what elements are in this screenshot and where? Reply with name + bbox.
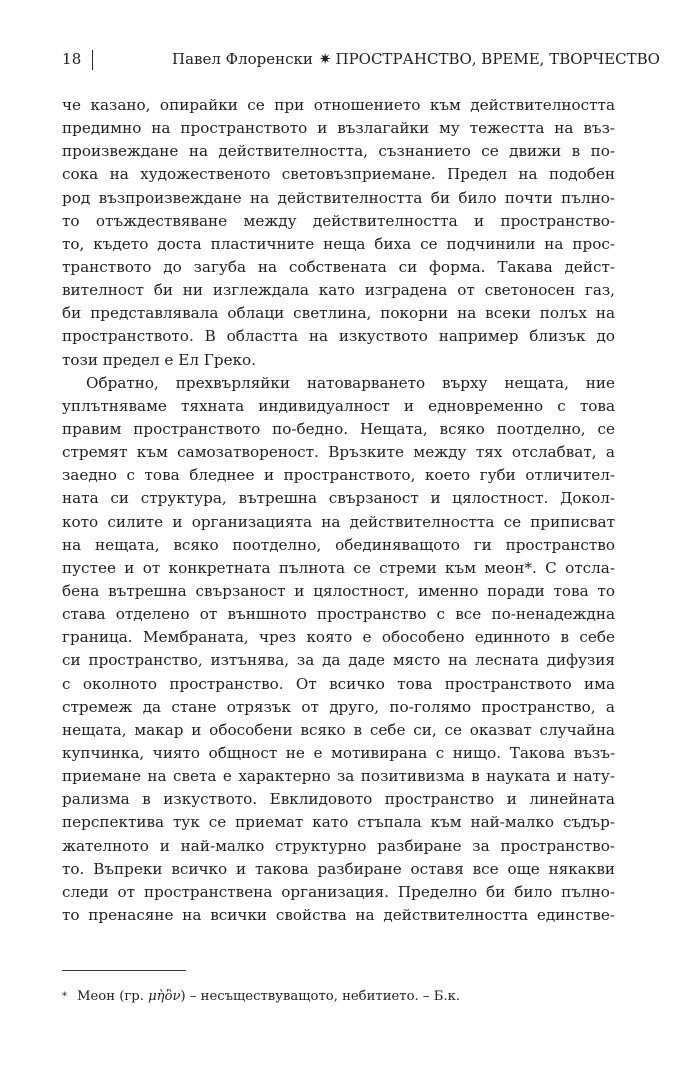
footnote-divider (62, 970, 186, 971)
text-line: жателното и най-малко структурно разбиране за пространство- (62, 836, 615, 855)
text-line: с околното пространство. От всичко това пространството има (62, 674, 615, 693)
text-line: уплътняваме тяхната индивидуалност и едновременно с това (62, 396, 615, 415)
text-line: то пренасяне на всички свойства на действителността единстве- (62, 905, 615, 924)
text-line: пространството. В областта на изкуството например близък до (62, 327, 615, 346)
text-line: стремеж да стане отрязък от друго, по-голямо пространство, а (62, 697, 615, 716)
text-line: на нещата, всяко поотделно, обединяващото ги пространство (62, 535, 615, 554)
text-line: предимно на пространството и възлагайки му тежестта на въз- (62, 119, 615, 138)
text-line: ната си структура, вътрешна свързаност и цялостност. Докол- (62, 489, 615, 508)
footnote-text-before: Меон (гр. (77, 989, 149, 1004)
text-line: че казано, опирайки се при отношението към действителността (62, 96, 615, 114)
footnote-text-after: ) – несъществуващото, небитието. – Б.к. (180, 989, 461, 1004)
text-line: сока на художественото световъзприемане. Предел на подобен (62, 165, 615, 184)
text-line: заедно с това бледнее и пространството, което губи отличител- (62, 466, 615, 485)
text-line: купчинка, чиято общност не е мотивирана с нищо. Такова възъ- (62, 743, 615, 762)
text-line: нещата, макар и обособени всяко в себе си, се оказват случайна (62, 720, 615, 739)
text-line: става отделено от външното пространство с все по-ненадеждна (62, 605, 615, 624)
text-line: пустее и от конкретната пълнота се стреми към меон*. С отсла- (62, 558, 615, 577)
page-number: 18 (62, 50, 82, 68)
footnote (62, 986, 615, 1008)
text-line: стремят към самозатвореност. Връзките между тях отслабват, а (62, 443, 615, 462)
text-line: рализма в изкуството. Евклидовото пространство и линейната (62, 790, 615, 809)
text-line: правим пространството по-бедно. Нещата, всяко поотделно, се (62, 419, 615, 438)
paragraph-end-line: този предел е Ел Греко. (62, 350, 257, 369)
header-divider (92, 50, 93, 70)
running-header (62, 44, 660, 74)
footnote-marker: * (62, 991, 67, 1002)
text-line: бена вътрешна свързаност и цялостност, именно поради това то (62, 581, 615, 600)
text-line: кото силите и организацията на действителността се приписват (62, 512, 615, 531)
text-line: би представлявала облаци светлина, покорни на всеки полъх на (62, 304, 615, 323)
text-line: то, където доста пластичните неща биха се подчинили на прос- (62, 234, 615, 253)
text-line: транството до загуба на собствената си форма. Такава дейст- (62, 257, 615, 276)
header-author: Павел Флоренски (172, 50, 313, 68)
header-title (172, 44, 660, 74)
text-line: то. Въпреки всичко и такова разбиране оставя все още някакви (62, 859, 615, 878)
header-book-title: ПРОСТРАНСТВО, ВРЕМЕ, ТВОРЧЕСТВО (335, 50, 660, 68)
footnote-greek-term: μὴὂν (148, 989, 181, 1004)
text-line: род възпроизвеждане на действителността би било почти пълно- (62, 188, 615, 207)
star-ornament-icon: ✷ (318, 50, 332, 68)
text-line: приемане на света е характерно за позитивизма в науката и нату- (62, 767, 615, 786)
text-line: вителност би ни изглеждала като изградена от светоносен газ, (62, 281, 615, 300)
text-line: следи от пространствена организация. Пределно би било пълно- (62, 882, 615, 901)
text-line: си пространство, изтънява, за да даде място на лесната дифузия (62, 651, 615, 670)
text-line: перспектива тук се приемат като стъпала към най-малко съдър- (62, 813, 615, 832)
paragraph-start-line: Обратно, прехвърляйки натоварването върху нещата, ние (86, 373, 615, 392)
text-line: то отъждествяване между действителността и пространство- (62, 211, 615, 230)
text-line: произвеждане на действителността, съзнанието се движи в по- (62, 142, 615, 161)
body-text (62, 94, 615, 927)
text-line: граница. Мембраната, чрез която е обособено единното в себе (62, 628, 615, 647)
